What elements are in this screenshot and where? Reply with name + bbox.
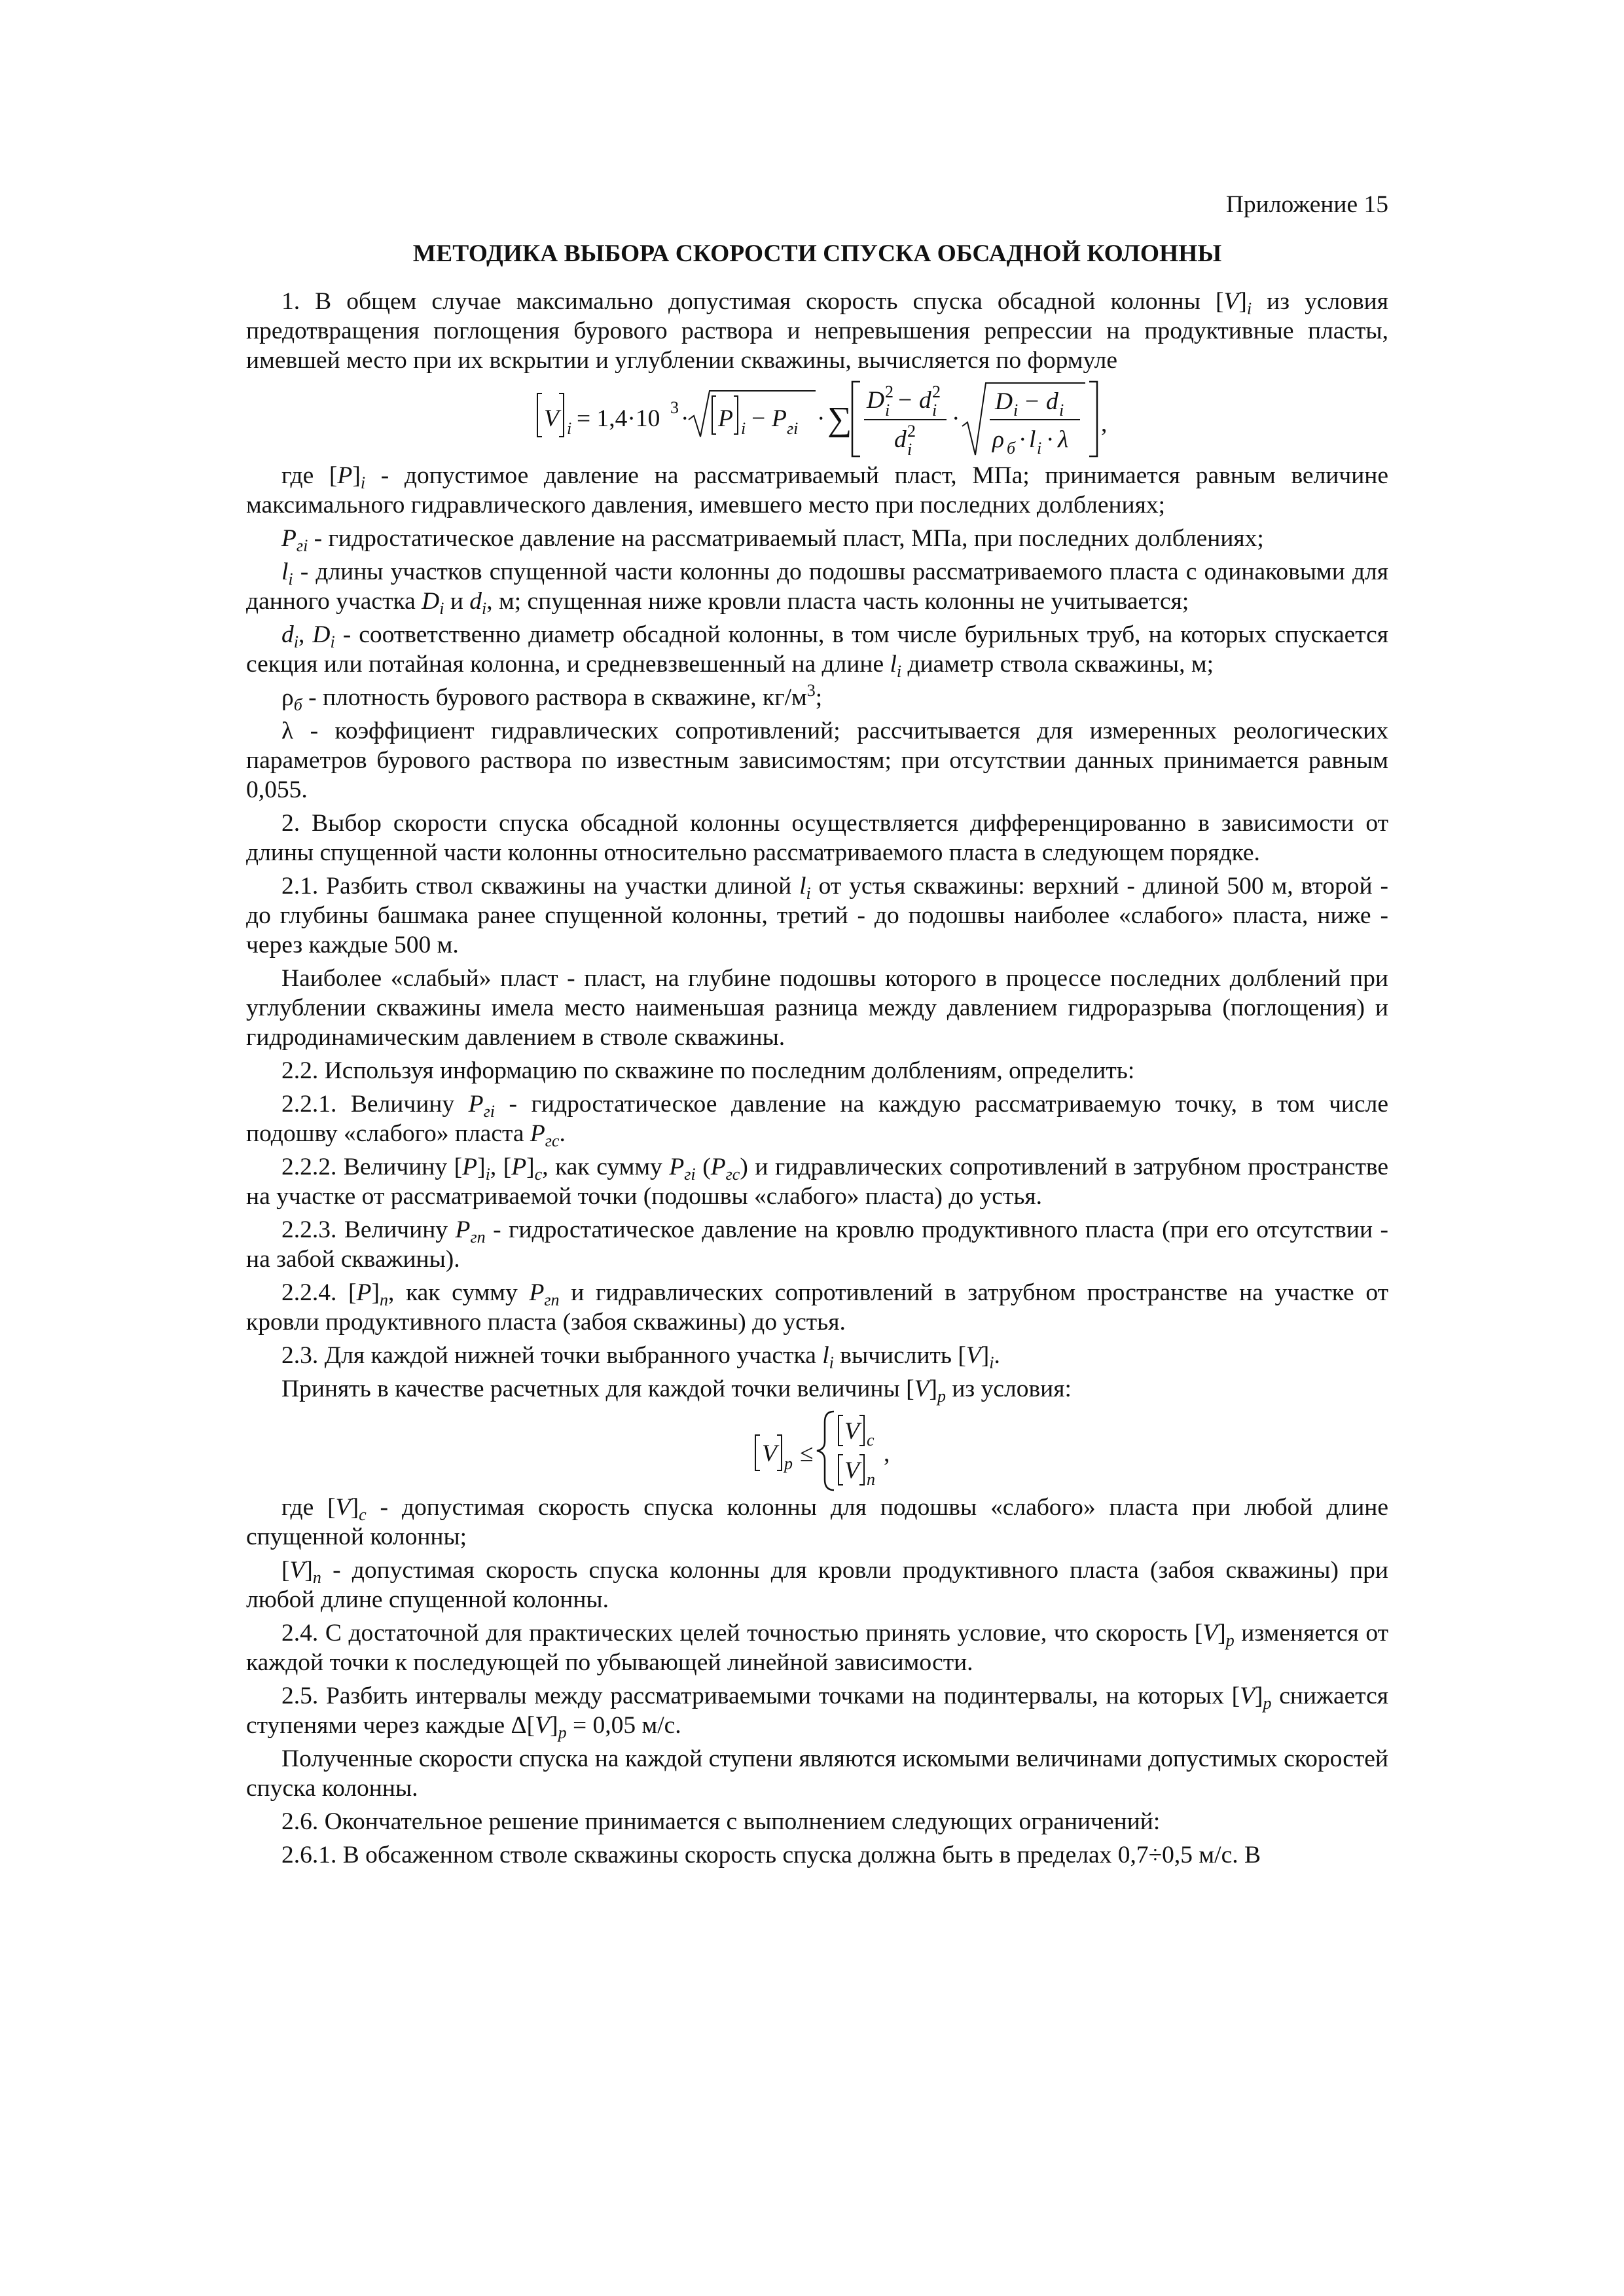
f1-den2-l: l <box>1029 426 1036 453</box>
f1-num1-d: D <box>867 387 885 414</box>
paragraph-6: $\rho_б$ - плотность бурового раствора в скважине, $кг/м^3$; <box>281 681 823 714</box>
f1-den1-exp: 2 <box>907 422 916 441</box>
f2-top-sub: с <box>867 1430 875 1449</box>
paragraph-17: Принять в качестве расчетных для каждой точки величины $[V]_р$ из условия: <box>281 1376 1072 1406</box>
f1-minus-1: − <box>751 405 766 432</box>
paragraph-18: где $[V]_с$ - допустимая скорость спуска колонны для подошвы «слабого» пласта при любой длине спущенной колонны; <box>246 1494 1388 1550</box>
paragraph-23: 2.6. Окончательное решение принимается с выполнением следующих ограничений: <box>281 1808 1161 1835</box>
f1-num2-sub: i <box>1013 401 1019 420</box>
f2-bottom-v: V <box>844 1457 859 1484</box>
paragraph-10: Наиболее «слабый» пласт - пласт, на глубине подошвы которого в процессе последних долблений при углублении скважины имела место наименьшая разница между давлением гидроразрыва (поглощения) и гидродинамическим давлением в стволе скважины. <box>246 965 1388 1051</box>
paragraph-11: 2.2. Используя информацию по скважине по последним долблениям, определить: <box>281 1057 1135 1084</box>
f1-root-p: P <box>718 405 733 432</box>
f2-bottom-sub: п <box>867 1470 875 1489</box>
f2-trailing-comma: , <box>884 1440 890 1467</box>
paragraph-5: $d_i$, $D_i$ - соответственно диаметр обсадной колонны, в том числе бурильных труб, на которых спускается секция или потайная колонна, и средневзвешенный на длине $l_i$ диаметр ствола скважины, м; <box>246 621 1388 681</box>
f2-lhs-sub: р <box>784 1454 793 1473</box>
f1-num1-d-sub: i <box>932 401 937 420</box>
paragraph-3: $P_{гi}$ - гидростатическое давление на рассматриваемый пласт, МПа, при последних долблениях; <box>281 525 1264 555</box>
f1-den2-lambda: λ <box>1058 426 1069 453</box>
f1-num1-exp: 2 <box>885 382 893 401</box>
f1-num1-minus: − <box>898 387 912 414</box>
document-title: МЕТОДИКА ВЫБОРА СКОРОСТИ СПУСКА ОБСАДНОЙ КОЛОННЫ <box>412 240 1222 267</box>
f1-num1-dd: d <box>919 387 931 414</box>
formula-design-speed <box>246 1408 1388 1493</box>
document-page <box>246 190 1388 1874</box>
f1-coef-exp: 3 <box>670 398 679 417</box>
f1-lhs-sub: i <box>567 419 572 438</box>
f2-leq: ≤ <box>800 1440 814 1467</box>
appendix-label: Приложение 15 <box>1225 191 1388 218</box>
f1-dot-3: · <box>952 405 960 432</box>
paragraph-13: 2.2.2. Величину $[P]_i$, $[P]_c$, как сумму $P_{гi}$ $(P_{гс})$ и гидравлических сопротивлений в затрубном пространстве на участке от рассматриваемой точки (подошвы «слабого» пласта) до устья. <box>246 1154 1388 1210</box>
paragraph-8: 2. Выбор скорости спуска обсадной колонны осуществляется дифференцированно в зависимости от длины спущенной части колонны относительно рассматриваемого пласта в следующем порядке. <box>246 810 1388 866</box>
f1-den2-l-sub: i <box>1037 439 1042 458</box>
paragraph-7: λ - коэффициент гидравлических сопротивлений; рассчитывается для измеренных реологических параметров бурового раствора по известным зависимостям; при отсутствии данных принимается равным 0,055. <box>246 718 1388 803</box>
paragraph-22: Полученные скорости спуска на каждой ступени являются искомыми величинами допустимых скоростей спуска колонны. <box>246 1745 1388 1802</box>
f1-num2-d-sub: i <box>1059 401 1064 420</box>
paragraph-12: 2.2.1. Величину $P_{гi}$ - гидростатическое давление на каждую рассматриваемую точку, в том числе подошву «слабого» пласта $P_{гс}$. <box>246 1091 1388 1150</box>
f1-den2-rho: ρ <box>992 426 1004 453</box>
formula-max-speed <box>246 379 1388 461</box>
paragraph-9: 2.1. Разбить ствол скважины на участки длиной $l_i$ от устья скважины: верхний - длиной 500 м, второй - до глубины башмака ранее спущенной колонны, третий - до подошвы наиболее «слабого» пласта, ниже - через каждые 500 м. <box>246 873 1388 958</box>
f1-root-pg: P <box>772 405 787 432</box>
f1-coef: = 1,4·10 <box>577 405 660 432</box>
paragraph-4: $l_i$ - длины участков спущенной части колонны до подошвы рассматриваемого пласта с одинаковыми для данного участка $D_i$ и $d_i$, м; спущенная ниже кровли пласта часть колонны не учитывается; <box>246 558 1388 618</box>
f1-sigma: ∑ <box>827 401 852 438</box>
f1-den2-rho-sub: б <box>1007 439 1016 458</box>
f1-den1-d: d <box>894 426 907 453</box>
f1-num1-d-exp: 2 <box>932 382 941 401</box>
f2-top-v: V <box>844 1418 859 1445</box>
f1-num2-minus: − <box>1025 388 1039 415</box>
f1-num1-sub: i <box>885 401 890 420</box>
f1-trailing-comma: , <box>1101 410 1108 437</box>
f1-dot-5: · <box>1046 426 1055 453</box>
f1-num2-d: D <box>995 388 1013 415</box>
f1-dot-2: · <box>817 405 825 432</box>
paragraph-16: 2.3. Для каждой нижней точки выбранного участка $l_i$ вычислить $[V]_i$. <box>281 1342 1000 1372</box>
paragraph-2: где $[P]_i$ - допустимое давление на рассматриваемый пласт, МПа; принимается равным величине максимального гидравлического давления, имевшего место при последних долблениях; <box>246 462 1388 519</box>
f1-num2-dd: d <box>1046 388 1058 415</box>
paragraph-1: 1. В общем случае максимально допустимая скорость спуска обсадной колонны $[V]_i$ из условия предотвращения поглощения бурового раствора и непревышения репрессии на продуктивные пласты, имевшей место при их вскрытии и углублении скважины, вычисляется по формуле <box>246 288 1388 374</box>
f1-dot-1: · <box>681 405 689 432</box>
f1-dot-4: · <box>1019 426 1027 453</box>
paragraph-14: 2.2.3. Величину $P_{гп}$ - гидростатическое давление на кровлю продуктивного пласта (при его отсутствии - на забой скважины). <box>246 1216 1388 1273</box>
paragraph-24: 2.6.1. В обсаженном стволе скважины скорость спуска должна быть в пределах 0,7÷0,5 м/с. В <box>281 1842 1261 1868</box>
f1-lhs-v: V <box>544 405 559 432</box>
f1-den1-sub: i <box>907 440 912 459</box>
paragraph-21: 2.5. Разбить интервалы между рассматриваемыми точками на подинтервалы, на которых $[V]_р$ снижается ступенями через каждые $\Delta[V]_р = 0,05$ м/с. <box>246 1683 1388 1742</box>
paragraph-20: 2.4. С достаточной для практических целей точностью принять условие, что скорость $[V]_р$ изменяется от каждой точки к последующей по убывающей линейной зависимости. <box>246 1620 1388 1676</box>
paragraph-15: 2.2.4. $[P]_п$, как сумму $P_{гп}$ и гидравлических сопротивлений в затрубном пространстве на участке от кровли продуктивного пласта (забоя скважины) до устья. <box>246 1279 1388 1336</box>
f2-lhs-v: V <box>762 1440 777 1467</box>
f1-root-pg-sub: гi <box>787 419 799 438</box>
f1-root-p-sub: i <box>741 419 746 438</box>
paragraph-19: $[V]_п$ - допустимая скорость спуска колонны для кровли продуктивного пласта (забоя скважины) при любой длине спущенной колонны. <box>246 1557 1388 1613</box>
